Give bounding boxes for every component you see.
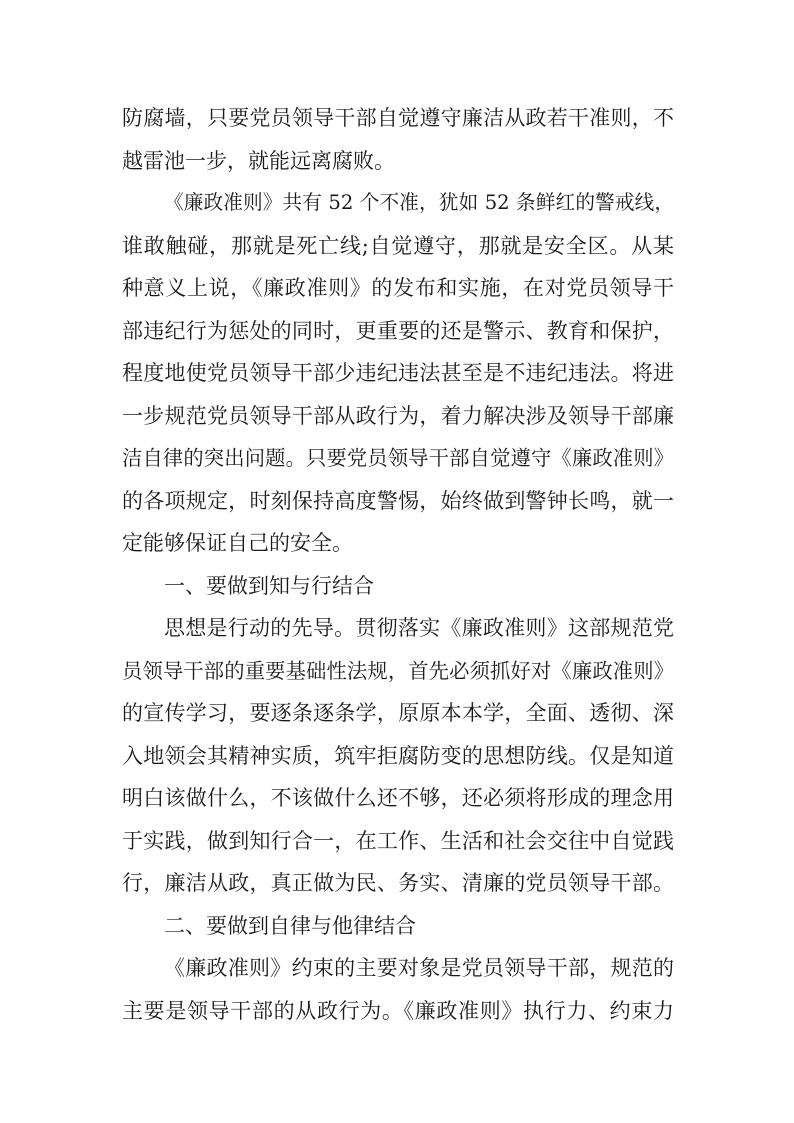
text-line: 定能够保证自己的安全。 <box>122 531 353 555</box>
text-line: 主要是领导干部的从政行为。《廉政准则》执行力、约束力 <box>122 999 674 1023</box>
text-line: 入地领会其精神实质，筑牢拒腐防变的思想防线。仅是知道 <box>122 744 674 768</box>
text-line: 《廉政准则》约束的主要对象是党员领导干部，规范的 <box>164 956 674 980</box>
text-line: 《廉政准则》共有 52 个不准，犹如 52 条鲜红的警戒线， <box>164 191 674 214</box>
text-line: 于实践，做到知行合一，在工作、生活和社会交往中自觉践 <box>122 829 674 853</box>
text-line: 员领导干部的重要基础性法规，首先必须抓好对《廉政准则》 <box>122 659 674 683</box>
text-line: 越雷池一步，就能远离腐败。 <box>122 149 395 173</box>
text-line: 程度地使党员领导干部少违纪违法甚至是不违纪违法。将进 <box>122 361 674 385</box>
text-line: 行，廉洁从政，真正做为民、务实、清廉的党员领导干部。 <box>122 871 674 895</box>
section-heading: 一、要做到知与行结合 <box>164 574 374 598</box>
text-line: 的宣传学习，要逐条逐条学，原原本本学，全面、透彻、深 <box>122 701 674 725</box>
text-line: 思想是行动的先导。贯彻落实《廉政准则》这部规范党 <box>164 616 674 640</box>
text-line: 一步规范党员领导干部从政行为，着力解决涉及领导干部廉 <box>122 404 674 428</box>
text-line: 的各项规定，时刻保持高度警惕，始终做到警钟长鸣，就一 <box>122 489 674 513</box>
text-line: 谁敢触碰，那就是死亡线;自觉遵守，那就是安全区。从某 <box>122 234 674 258</box>
text-line: 洁自律的突出问题。只要党员领导干部自觉遵守《廉政准则》 <box>122 446 674 470</box>
text-line: 种意义上说，《廉政准则》的发布和实施，在对党员领导干 <box>122 276 674 300</box>
section-heading: 二、要做到自律与他律结合 <box>164 914 416 938</box>
text-line: 部违纪行为惩处的同时，更重要的还是警示、教育和保护， <box>122 319 674 343</box>
text-line: 防腐墙，只要党员领导干部自觉遵守廉洁从政若干准则，不 <box>122 106 674 130</box>
text-line: 明白该做什么，不该做什么还不够，还必须将形成的理念用 <box>122 786 674 810</box>
